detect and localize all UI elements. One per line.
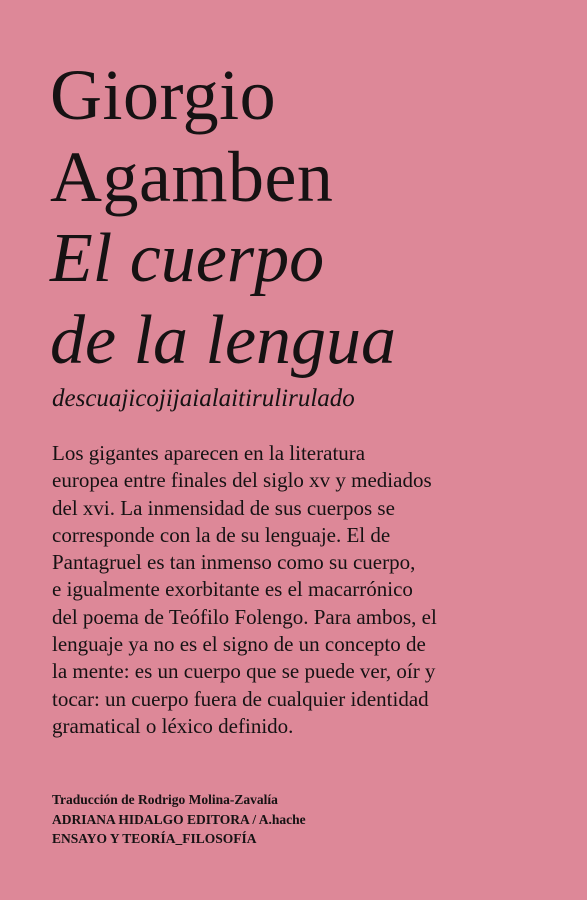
publisher-name: ADRIANA HIDALGO EDITORA / A.hache [52,811,306,827]
blurb-line: gramatical o léxico definido. [52,713,294,738]
title-line-1: El cuerpo [50,220,325,297]
blurb-line: e igualmente exorbitante es el macarrónico [52,577,413,602]
blurb-line: Los gigantes aparecen en la literatura [52,441,366,465]
blurb-line: corresponde con la de su lenguaje. El de [52,522,391,547]
collection-name: ENSAYO Y TEORÍA_FILOSOFÍA [52,831,257,846]
blurb-line: europea entre finales del siglo xv y mediados [52,468,432,493]
cover-blurb [52,440,562,740]
cover-credits [52,790,306,849]
author-last-name: Agamben [50,137,334,217]
book-title [50,218,396,382]
blurb-line: del xvi. La inmensidad de sus cuerpos se [52,495,395,520]
blurb-line: la mente: es un cuerpo que se puede ver, oír y [52,659,436,684]
blurb-line: del poema de Teófilo Folengo. Para ambos, el [52,604,437,629]
author-name [50,54,333,218]
translator-credit: Traducción de Rodrigo Molina-Zavalía [52,792,278,807]
blurb-line: Pantagruel es tan inmenso como su cuerpo, [52,550,416,575]
blurb-line: lenguaje ya no es el signo de un concepto de [52,632,426,657]
title-line-2: de la lengua [50,302,397,379]
blurb-line: tocar: un cuerpo fuera de cualquier identidad [52,686,429,711]
author-first-name: Giorgio [50,55,277,135]
book-subtitle: descuajicojijaialaitirulirulado [52,385,355,412]
